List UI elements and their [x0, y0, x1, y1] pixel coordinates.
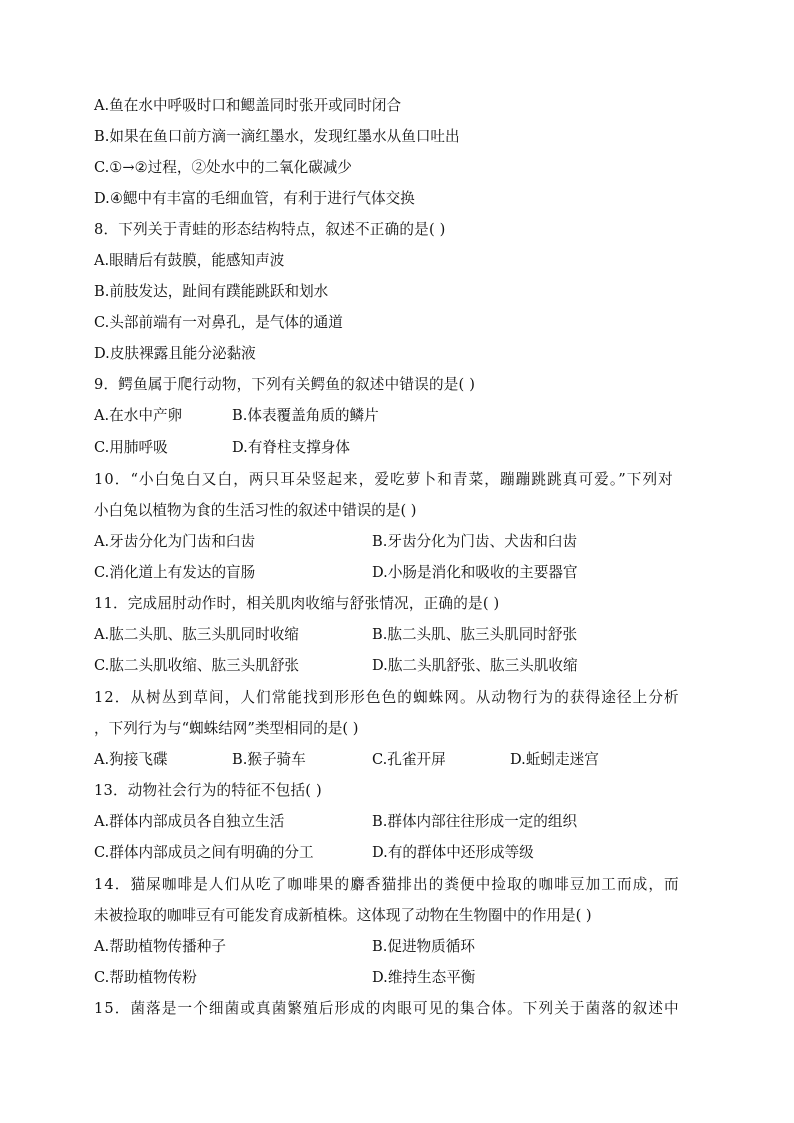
question-8: 8．下列关于青蛙的形态结构特点，叙述不正确的是( ): [94, 221, 446, 238]
q10-option-b: B.牙齿分化为门齿、犬齿和臼齿: [372, 533, 578, 550]
q11-option-b: B.肱二头肌、肱三头肌同时舒张: [372, 626, 578, 643]
q12-option-b: B.猴子骑车: [232, 751, 306, 768]
q8-option-d: D.皮肤裸露且能分泌黏液: [94, 345, 256, 362]
question-10-line-2: 小白兔以植物为食的生活习性的叙述中错误的是( ): [94, 502, 417, 519]
q14-option-a: A.帮助植物传播种子: [94, 938, 226, 955]
question-12-line-1: 12．从树丛到草间，人们常能找到形形色色的蜘蛛网。从动物行为的获得途径上分析: [94, 689, 680, 706]
q9-option-b: B.体表覆盖角质的鳞片: [232, 407, 379, 424]
q10-option-c: C.消化道上有发达的盲肠: [94, 564, 256, 581]
q7-option-d: D.④鳃中有丰富的毛细血管，有利于进行气体交换: [94, 190, 415, 207]
question-14-line-1: 14．猫屎咖啡是人们从吃了咖啡果的麝香猫排出的粪便中捡取的咖啡豆加工而成，而: [94, 876, 680, 893]
q11-option-a: A.肱二头肌、肱三头肌同时收缩: [94, 626, 299, 643]
question-12-line-2: ，下列行为与“蜘蛛结网”类型相同的是( ): [94, 720, 359, 737]
q14-option-c: C.帮助植物传粉: [94, 969, 197, 986]
q7-option-a: A.鱼在水中呼吸时口和鳃盖同时张开或同时闭合: [94, 97, 402, 114]
question-10-line-1: 10．“小白兔白又白，两只耳朵竖起来，爱吃萝卜和青菜，蹦蹦跳跳真可爱。”下列对: [94, 471, 674, 488]
q10-option-d: D.小肠是消化和吸收的主要器官: [372, 564, 578, 581]
question-13: 13．动物社会行为的特征不包括( ): [94, 782, 322, 799]
question-11: 11．完成屈肘动作时，相关肌肉收缩与舒张情况，正确的是( ): [94, 595, 500, 612]
question-9: 9．鳄鱼属于爬行动物，下列有关鳄鱼的叙述中错误的是( ): [94, 376, 476, 393]
q14-option-b: B.促进物质循环: [372, 938, 475, 955]
q11-option-c: C.肱二头肌收缩、肱三头肌舒张: [94, 657, 300, 674]
q8-option-b: B.前肢发达，趾间有蹼能跳跃和划水: [94, 283, 329, 300]
q8-option-a: A.眼睛后有鼓膜，能感知声波: [94, 252, 285, 269]
question-14-line-2: 未被捡取的咖啡豆有可能发育成新植株。这体现了动物在生物圈中的作用是( ): [94, 907, 592, 924]
q12-option-d: D.蚯蚓走迷宫: [510, 751, 599, 768]
q9-option-d: D.有脊柱支撑身体: [232, 439, 350, 456]
q13-option-c: C.群体内部成员之间有明确的分工: [94, 844, 314, 861]
q13-option-a: A.群体内部成员各自独立生活: [94, 813, 285, 830]
q13-option-b: B.群体内部往往形成一定的组织: [372, 813, 578, 830]
q13-option-d: D.有的群体中还形成等级: [372, 844, 534, 861]
q10-option-a: A.牙齿分化为门齿和臼齿: [94, 533, 256, 550]
q11-option-d: D.肱二头肌舒张、肱三头肌收缩: [372, 657, 578, 674]
q7-option-b: B.如果在鱼口前方滴一滴红墨水，发现红墨水从鱼口吐出: [94, 128, 460, 145]
q8-option-c: C.头部前端有一对鼻孔，是气体的通道: [94, 314, 343, 331]
q9-option-c: C.用肺呼吸: [94, 439, 168, 456]
q9-option-a: A.在水中产卵: [94, 407, 183, 424]
q14-option-d: D.维持生态平衡: [372, 969, 476, 986]
q12-option-c: C.孔雀开屏: [372, 751, 446, 768]
q7-option-c: C.①→②过程，②处水中的二氧化碳减少: [94, 159, 352, 176]
question-15-line-1: 15．菌落是一个细菌或真菌繁殖后形成的肉眼可见的集合体。下列关于菌落的叙述中: [94, 1000, 680, 1017]
q12-option-a: A.狗接飞碟: [94, 751, 168, 768]
